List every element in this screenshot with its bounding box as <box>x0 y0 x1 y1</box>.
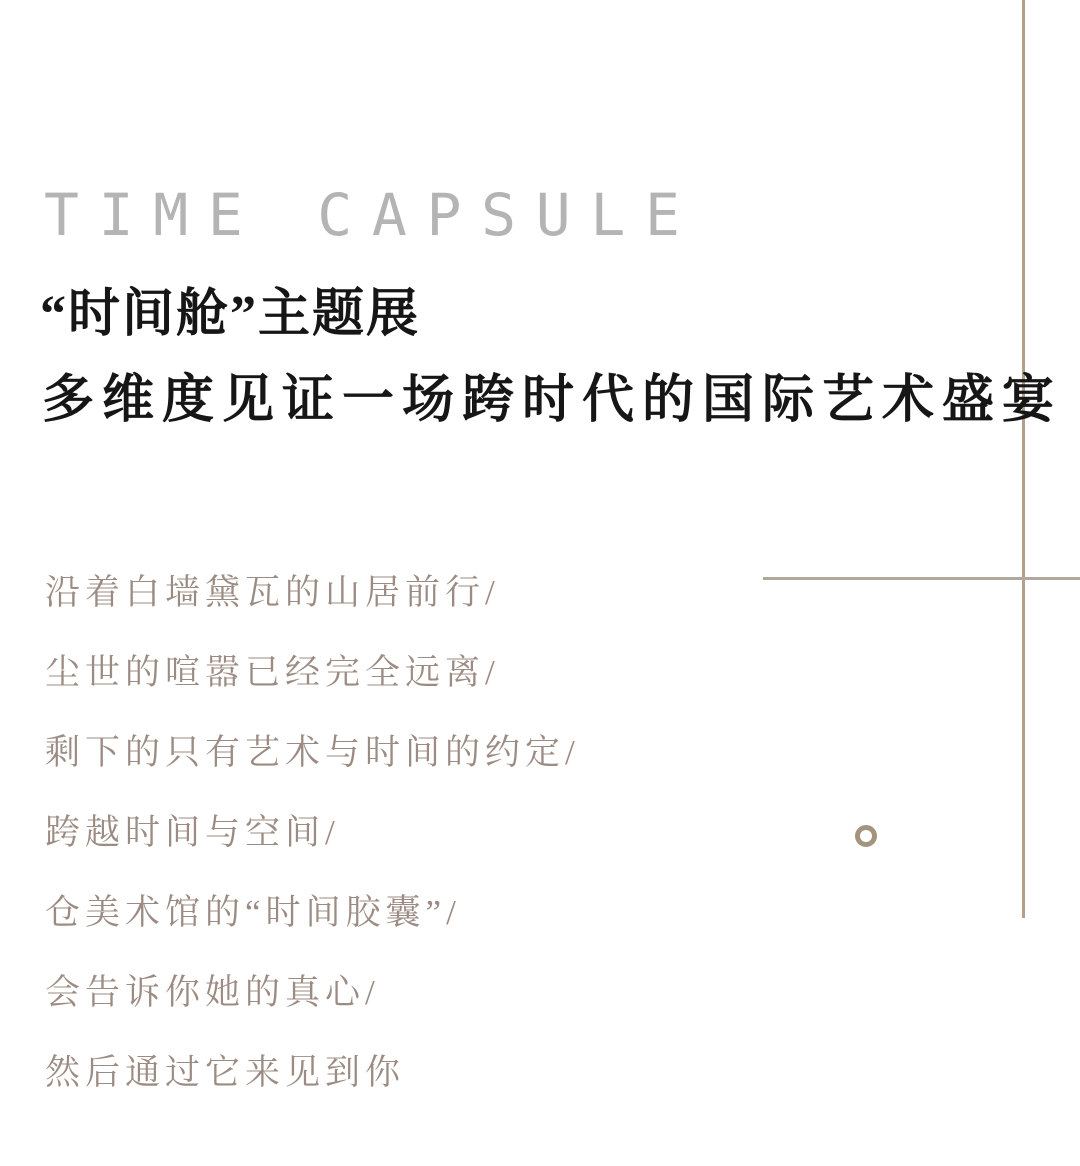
poem-line: 剩下的只有艺术与时间的约定/ <box>45 733 580 772</box>
exhibition-subtitle: 多维度见证一场跨时代的国际艺术盛宴 <box>42 372 1063 429</box>
ring-circle-icon <box>855 825 877 847</box>
poem-line: 仓美术馆的“时间胶囊”/ <box>45 893 461 932</box>
poem-line: 然后通过它来见到你 <box>45 1053 406 1092</box>
poem-line: 跨越时间与空间/ <box>45 813 340 852</box>
english-title: TIME CAPSULE <box>44 181 700 249</box>
exhibition-title: “时间舱”主题展 <box>40 286 421 343</box>
poem-line: 会告诉你她的真心/ <box>45 973 380 1012</box>
poem-line: 尘世的喧嚣已经完全远离/ <box>45 653 500 692</box>
poem-line: 沿着白墙黛瓦的山居前行/ <box>45 573 500 612</box>
vertical-rule <box>1022 0 1025 918</box>
horizontal-rule <box>763 577 1080 580</box>
poem-block <box>45 570 580 1130</box>
